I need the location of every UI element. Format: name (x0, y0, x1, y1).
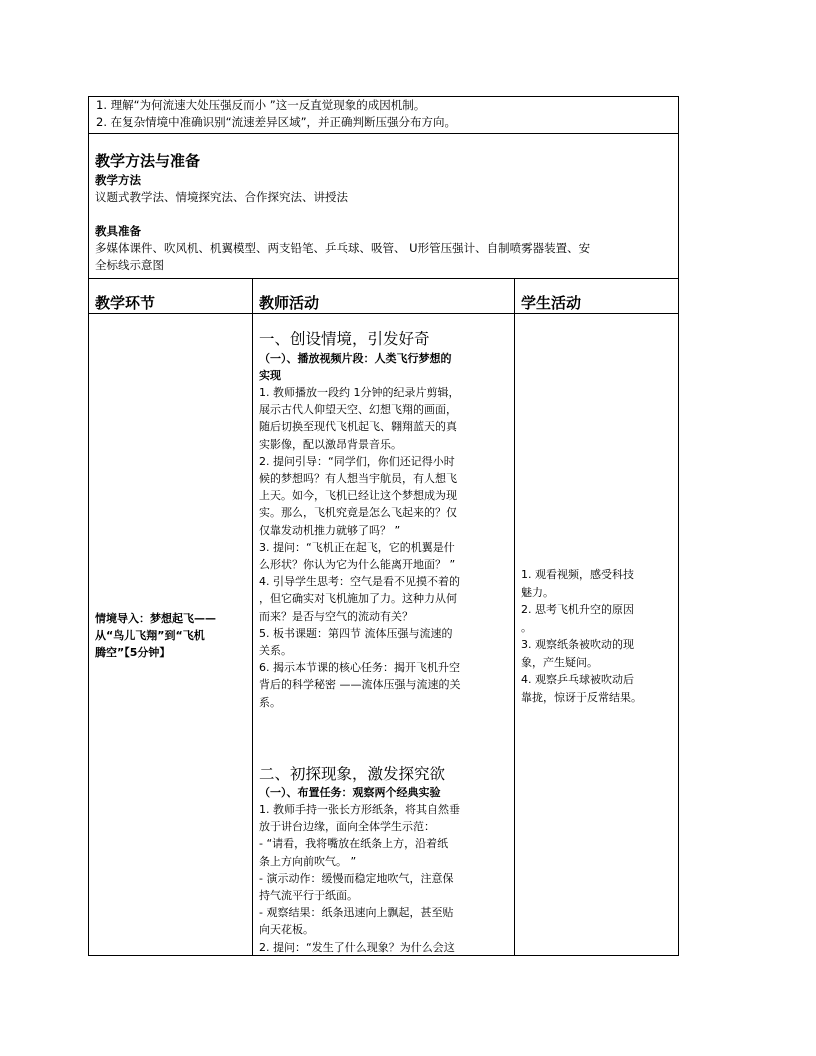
teacher-part2-body (259, 801, 460, 956)
teacher-line: 放于讲台边缘，面向全体学生示范： (259, 820, 435, 834)
student-line: 靠拢，惊讶于反常结果。 (521, 690, 642, 704)
teacher-line: 持气流平行于纸面。 (259, 889, 358, 903)
rule-col1-right (252, 278, 253, 956)
teacher-line: 随后切换至现代飞机起飞、翱翔蓝天的真 (259, 420, 457, 434)
rule-col2-right (514, 278, 515, 956)
teacher-line: 1. 教师手持一张长方形纸条，将其自然垂 (259, 803, 460, 816)
teacher-line: 么形状？你认为它为什么能离开地面？ ” (259, 558, 456, 572)
teacher-line: 而来？是否与空气的流动有关？ (259, 609, 413, 623)
student-cell (521, 566, 642, 706)
student-line: 3. 观察纸条被吹动的现 (521, 638, 634, 651)
objective-1: 1. 理解“为何流速大处压强反而小 ”这一反直觉现象的成因机制。 (96, 98, 426, 112)
subtitle-line: （一）、播放视频片段：人类飞行梦想的 (259, 352, 452, 365)
col-header-stage: 教学环节 (95, 294, 156, 312)
rule-header-bottom (88, 313, 679, 314)
subtitle-line: 实现 (259, 369, 281, 382)
method-text: 议题式教学法、情境探究法、合作探究法、讲授法 (95, 190, 348, 204)
teacher-line: 候的梦想吗？有人想当宇航员，有人想飞 (259, 472, 457, 486)
teacher-line: 2. 提问引导：“同学们，你们还记得小时 (259, 454, 455, 468)
teacher-line: 实。那么，飞机究竟是怎么飞起来的？仅 (259, 506, 457, 520)
tools-line-2: 全标线示意图 (95, 258, 164, 272)
teacher-line: 仅靠发动机推力就够了吗？ ” (259, 523, 401, 537)
teacher-part1-body (259, 384, 461, 711)
rule-objectives-bottom (88, 133, 679, 134)
tools-label: 教具准备 (95, 224, 141, 238)
teacher-line: 1. 教师播放一段约 1分钟的纪录片剪辑， (259, 386, 460, 399)
student-line: 2. 思考飞机升空的原因 (521, 603, 634, 616)
stage-cell (95, 610, 216, 661)
col-header-student: 学生活动 (521, 294, 582, 312)
teacher-line: 4. 引导学生思考：空气是看不见摸不着的 (259, 575, 460, 589)
teacher-line: 条上方向前吹气。 ” (259, 854, 357, 868)
teacher-line: 向天花板。 (259, 923, 314, 937)
teacher-part2-title: 二、初探现象，激发探究欲 (259, 765, 446, 783)
student-line: 象，产生疑问。 (521, 655, 598, 669)
student-line: 1. 观看视频，感受科技 (521, 568, 634, 581)
teacher-line: - “请看，我将嘴放在纸条上方，沿着纸 (259, 837, 449, 851)
col-header-teacher: 教师活动 (259, 294, 320, 312)
student-line: 4. 观察乒乓球被吹动后 (521, 673, 634, 686)
teacher-line: - 演示动作：缓慢而稳定地吹气，注意保 (259, 871, 454, 885)
teacher-line: - 观察结果：纸条迅速向上飘起，甚至贴 (259, 906, 454, 920)
teacher-line: 实影像，配以激昂背景音乐。 (259, 437, 402, 451)
stage-line: 情境导入：梦想起飞—— (95, 612, 216, 625)
teacher-line: ，但它确实对飞机施加了力。这种力从何 (259, 592, 457, 606)
teacher-part2-subtitle: （一）、布置任务：观察两个经典实验 (259, 786, 441, 799)
teacher-line: 2. 提问：“发生了什么现象？为什么会这 (259, 940, 455, 954)
teacher-part1-subtitle (259, 350, 452, 384)
teacher-line: 系。 (259, 695, 281, 709)
section-title: 教学方法与准备 (95, 152, 201, 170)
rule-method-bottom (88, 278, 679, 279)
teacher-line: 上天。如今，飞机已经让这个梦想成为现 (259, 489, 457, 503)
tools-line-1: 多媒体课件、吹风机、机翼模型、两支铅笔、乒乓球、吸管、 U形管压强计、自制喷雾器装置、安 (95, 241, 591, 255)
method-label: 教学方法 (95, 173, 141, 187)
student-line: 魅力。 (521, 585, 554, 599)
teacher-line: 关系。 (259, 644, 292, 658)
teacher-line: 6. 揭示本节课的核心任务：揭开飞机升空 (259, 661, 460, 675)
student-line: 。 (521, 620, 532, 634)
teacher-line: 展示古代人仰望天空、幻想飞翔的画面， (259, 403, 457, 417)
stage-line: 从“鸟儿飞翔”到“飞机 (95, 629, 205, 642)
teacher-line: 3. 提问：“飞机正在起飞，它的机翼是什 (259, 540, 455, 554)
teacher-part1-title: 一、创设情境，引发好奇 (259, 330, 430, 348)
stage-line: 腾空”【5分钟】 (95, 646, 171, 659)
teacher-line: 5. 板书课题：第四节 流体压强与流速的 (259, 626, 453, 640)
objective-2: 2. 在复杂情境中准确识别“流速差异区域”，并正确判断压强分布方向。 (96, 115, 457, 129)
teacher-line: 背后的科学秘密 ——流体压强与流速的关 (259, 678, 461, 692)
